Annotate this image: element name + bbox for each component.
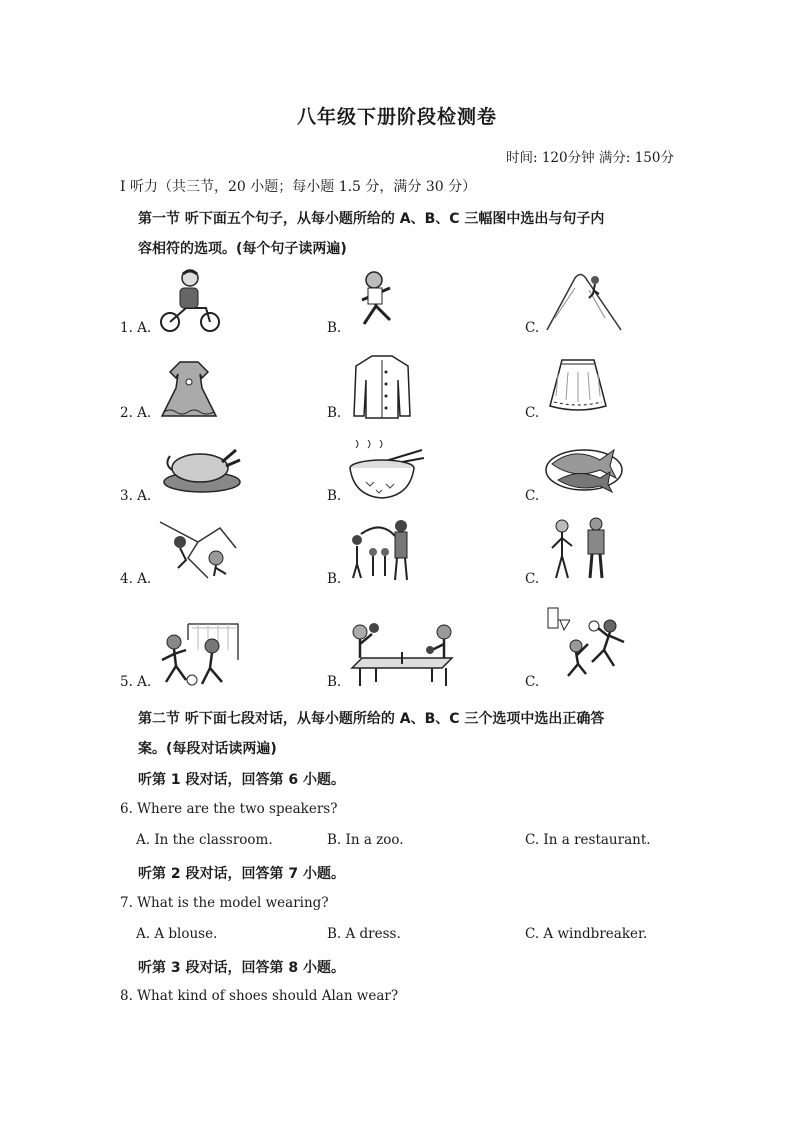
dialogue3-instruction: 听第 3 段对话，回答第 8 小题。 [138,960,345,976]
table-tennis-icon [346,620,464,690]
girls-dress-icon [158,358,220,420]
dialogue1-instruction: 听第 1 段对话，回答第 6 小题。 [138,772,345,788]
shirt-icon [350,352,414,420]
running-boy-icon [352,270,404,330]
two-people-icon [546,516,612,582]
skirt-icon [546,356,610,414]
q1-option-b-label: B. [327,320,342,336]
q4-option-a-label: 4. A. [120,571,152,587]
q3-option-b-label: B. [327,488,342,504]
noodle-bowl-icon [346,440,426,502]
q6-option-c: C. In a restaurant. [525,832,651,848]
fish-plate-icon [544,440,624,496]
q2-option-c-label: C. [525,405,540,421]
family-group-icon [345,516,413,582]
question-6: 6. Where are the two speakers? [120,801,338,817]
climbers-icon [158,518,238,580]
q3-option-c-label: C. [525,488,540,504]
q7-option-b: B. A dress. [327,926,401,942]
boy-on-bike-icon [158,268,222,334]
q2-option-a-label: 2. A. [120,405,152,421]
roast-chicken-icon [160,440,244,496]
part2-instruction-line2: 案。(每段对话读两遍) [138,741,277,757]
q1-option-a-label: 1. A. [120,320,152,336]
q5-option-a-label: 5. A. [120,674,152,690]
exam-meta: 时间: 120分钟 满分: 150分 [505,150,674,166]
part1-instruction-line1: 第一节 听下面五个句子，从每小题所给的 A、B、C 三幅图中选出与句子内 [138,211,605,227]
q5-option-b-label: B. [327,674,342,690]
mountain-climber-icon [545,268,623,332]
q3-option-a-label: 3. A. [120,488,152,504]
q1-option-c-label: C. [525,320,540,336]
q2-option-b-label: B. [327,405,342,421]
section-heading: I 听力（共三节，20 小题；每小题 1.5 分，满分 30 分） [120,179,477,195]
page-title: 八年级下册阶段检测卷 [296,106,497,128]
q4-option-b-label: B. [327,571,342,587]
part1-instruction-line2: 容相符的选项。(每个句子读两遍) [138,241,347,257]
part2-instruction-line1: 第二节 听下面七段对话，从每小题所给的 A、B、C 三个选项中选出正确答 [138,711,605,727]
soccer-players-icon [158,620,242,688]
basketball-icon [546,606,634,678]
q7-option-a: A. A blouse. [136,926,218,942]
q4-option-c-label: C. [525,571,540,587]
q6-option-a: A. In the classroom. [136,832,273,848]
dialogue2-instruction: 听第 2 段对话，回答第 7 小题。 [138,866,345,882]
q6-option-b: B. In a zoo. [327,832,404,848]
q5-option-c-label: C. [525,674,540,690]
question-7: 7. What is the model wearing? [120,895,329,911]
question-8: 8. What kind of shoes should Alan wear? [120,988,399,1004]
q7-option-c: C. A windbreaker. [525,926,648,942]
